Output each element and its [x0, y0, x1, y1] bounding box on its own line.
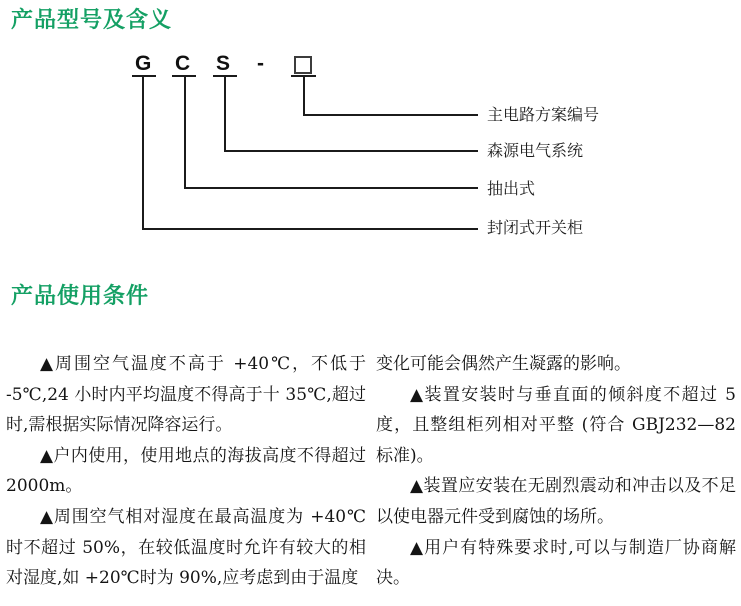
- conditions-left-column: [6, 349, 366, 594]
- code-letter-c: C: [175, 52, 191, 75]
- condition-paragraph: ▲周围空气温度不高于 +40℃，不低于 -5℃,24 小时内平均温度不得高于十 35℃,超过时,需根据实际情况降容运行。: [6, 354, 366, 436]
- connector-horizontal-c: [184, 187, 478, 189]
- condition-paragraph: ▲装置安装时与垂直面的倾斜度不超过 5 度，且整组柜列相对平整 (符合 GBJ232—82 标准)。: [376, 384, 736, 466]
- connector-vertical-c: [184, 77, 186, 189]
- diagram-label-main-circuit-scheme-number: 主电路方案编号: [487, 107, 600, 124]
- underline-g: [132, 75, 156, 77]
- connector-horizontal-g: [142, 228, 478, 230]
- connector-horizontal-s: [224, 150, 478, 152]
- code-placeholder-box-icon: [294, 56, 312, 74]
- model-code-diagram: [0, 0, 741, 260]
- diagram-label-withdrawable-type: 抽出式: [487, 181, 536, 198]
- connector-vertical-s: [224, 77, 226, 152]
- diagram-label-senyuan-electric-system: 森源电气系统: [487, 143, 584, 160]
- condition-paragraph: ▲装置应安装在无剧烈震动和冲击以及不足以使电器元件受到腐蚀的场所。: [376, 476, 736, 527]
- code-letter-s: S: [216, 52, 231, 75]
- section-title-usage-conditions: 产品使用条件: [11, 283, 150, 308]
- section-title-model-meaning: 产品型号及含义: [11, 7, 173, 32]
- diagram-label-enclosed-switchgear: 封闭式开关柜: [487, 220, 584, 237]
- connector-vertical-g: [142, 77, 144, 230]
- condition-paragraph: ▲周围空气相对湿度在最高温度为 +40℃时不超过 50%，在较低温度时允许有较大的相对湿度,如 +20℃时为 90%,应考虑到由于温度: [6, 506, 366, 589]
- code-letter-g: G: [135, 52, 152, 75]
- condition-paragraph: ▲用户有特殊要求时,可以与制造厂协商解决。: [376, 537, 736, 589]
- conditions-right-column: [376, 349, 736, 594]
- code-dash: -: [257, 52, 264, 75]
- connector-horizontal-box: [303, 114, 478, 116]
- condition-paragraph: ▲户内使用，使用地点的海拔高度不得超过 2000m。: [6, 445, 366, 497]
- condition-paragraph: 变化可能会偶然产生凝露的影响。: [376, 354, 631, 374]
- connector-vertical-box: [303, 77, 305, 116]
